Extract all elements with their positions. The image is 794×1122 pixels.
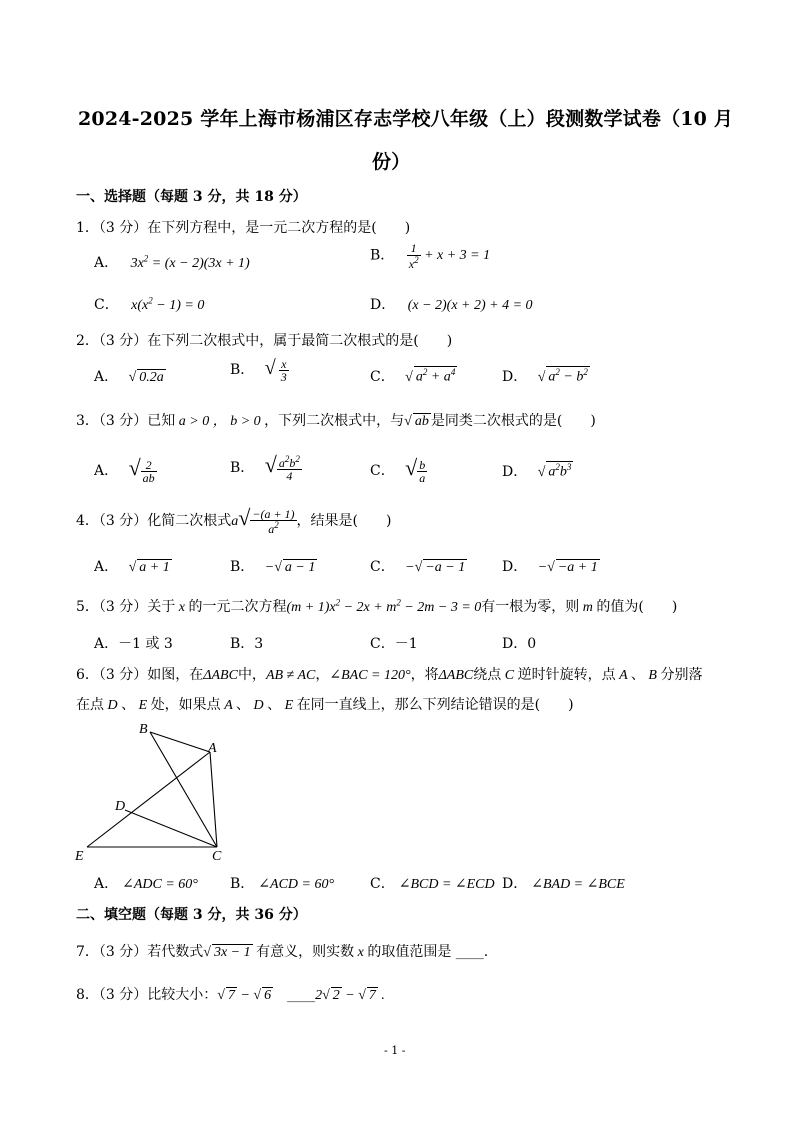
question-6-option-d: D． ∠BAD = ∠BCE: [502, 876, 625, 892]
question-4-stem: 4．（3 分）化简二次根式a√ $\frac{-(a + 1)}{a^2}$ ，结果是( ): [76, 505, 392, 537]
question-3-option-d: D． √ $a^2b^3$: [502, 462, 572, 480]
question-1-option-b: B． $\frac{1}{x^2}$ + x + 3 = 1: [370, 241, 491, 271]
question-5-option-b: B．3: [230, 636, 264, 652]
question-3-option-c: C． √ $\frac{b}{a}$: [370, 455, 426, 486]
question-6-option-a: A． ∠ADC = 60°: [94, 876, 198, 892]
section-heading-choice: 一、选择题（每题 3 分，共 18 分）: [76, 189, 307, 205]
question-4-option-c: C． −√ −a − 1: [370, 559, 466, 575]
label-B: B: [139, 722, 148, 737]
page-title-line-2: 份）: [372, 151, 411, 173]
question-1-stem: 1．（3 分）在下列方程中，是一元二次方程的是( ): [76, 220, 411, 236]
label-A: A: [208, 741, 217, 756]
segment-AC: [210, 752, 217, 847]
question-6-stem-line-1: 6．（3 分）如图，在ΔABC中，AB ≠ AC，∠BAC = 120°，将ΔABC绕点 C 逆时针旋转，点 A 、 B 分别落: [76, 667, 703, 683]
question-1-option-d: D． (x − 2)(x + 2) + 4 = 0: [370, 297, 533, 313]
page-title-line-1: 2024-2025 学年上海市杨浦区存志学校八年级（上）段测数学试卷（10 月: [78, 108, 734, 130]
question-5-stem: 5．（3 分）关于 x 的一元二次方程$(m + 1)x^2 - 2x + m^2 - 2m - 3 = 0$有一根为零，则 m 的值为( ): [76, 597, 678, 615]
segment-DC: [125, 810, 217, 847]
question-4-option-a: A． √ a + 1: [94, 559, 170, 575]
question-5-option-c: C．－1: [370, 636, 418, 652]
section-heading-fill-in: 二、填空题（每题 3 分，共 36 分）: [76, 907, 307, 923]
question-5-option-a: A．－1 或 3: [94, 636, 173, 652]
label-C: C: [212, 849, 222, 864]
question-2-option-a: A． √ 0.2a: [94, 369, 164, 385]
segment-AE: [87, 752, 210, 847]
question-2-option-d: D． √ $a^2 - b^2$: [502, 367, 588, 385]
question-7-stem: 7．（3 分）若代数式√ 3x − 1 有意义，则实数 x 的取值范围是 ____.: [76, 944, 489, 960]
page-number: - 1 -: [384, 1044, 406, 1057]
question-6-stem-line-2: 在点 D 、 E 处，如果点 A 、 D 、 E 在同一直线上，那么下列结论错误的是( ): [76, 697, 574, 713]
question-3-option-a: A． √ $\frac{2}{ab}$: [94, 455, 155, 486]
question-3-option-b: B． √ $\frac{a^2b^2}{4}$: [230, 452, 300, 484]
question-8-stem: 8．（3 分）比较大小：√ 7 − √ 6 ____2√ 2 − √ 7 .: [76, 987, 385, 1003]
question-1-option-a: A． $3x^2 = (x - 2)(3x + 1)$: [94, 253, 250, 271]
question-5-option-d: D．0: [502, 636, 537, 652]
label-D: D: [115, 799, 126, 814]
question-1-option-c: C． $x(x^2 - 1) = 0$: [94, 295, 205, 313]
question-4-option-b: B． −√ a − 1: [230, 559, 316, 575]
question-2-option-c: C． √ $a^2 + a^4$: [370, 367, 456, 385]
label-E: E: [75, 849, 84, 864]
question-2-stem: 2．（3 分）在下列二次根式中，属于最简二次根式的是( ): [76, 333, 453, 349]
question-4-option-d: D． −√ −a + 1: [502, 559, 598, 575]
triangle-figure: [70, 716, 240, 866]
question-6-option-b: B． ∠ACD = 60°: [230, 876, 335, 892]
segment-BC: [150, 732, 217, 847]
segment-BA: [150, 732, 210, 752]
question-3-stem: 3．（3 分）已知 a > 0 ， b > 0 ，下列二次根式中，与√ ab 是同类二次根式的是( ): [76, 413, 596, 429]
question-2-option-b: B． √ $\frac{x}{3}$: [230, 356, 287, 385]
question-6-option-c: C． ∠BCD = ∠ECD: [370, 876, 495, 892]
